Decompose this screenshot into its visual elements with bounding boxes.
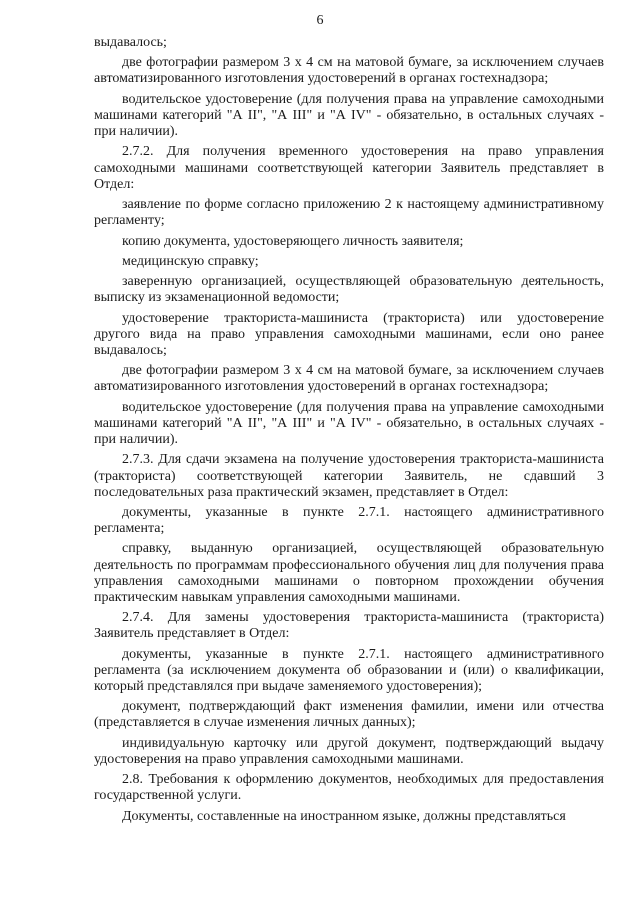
paragraph: документ, подтверждающий факт изменения фамилии, имени или отчества (представляется в случае изменения личных данных);	[94, 699, 604, 731]
paragraph: две фотографии размером 3 х 4 см на матовой бумаге, за исключением случаев автоматизированного изготовления удостоверений в органах гостехнадзора;	[94, 363, 604, 395]
paragraph: водительское удостоверение (для получения права на управление самоходными машинами категорий "А II", "А III" и "А IV" - обязательно, в остальных случаях - при наличии).	[94, 91, 604, 140]
paragraph: документы, указанные в пункте 2.7.1. настоящего административного регламента (за исключением документа об образовании и (или) о квалификации, который представлялся при выдаче заменяемого удостоверения);	[94, 646, 604, 694]
paragraph: медицинскую справку;	[122, 253, 259, 269]
document-body	[94, 35, 604, 829]
section-paragraph-2-7-2: 2.7.2. Для получения временного удостоверения на право управления самоходными машинами соответствующей категории Заявитель представляет в Отдел:	[94, 144, 604, 192]
paragraph: заявление по форме согласно приложению 2 к настоящему административному регламенту;	[94, 197, 604, 229]
page-number: 6	[316, 13, 324, 28]
paragraph: заверенную организацией, осуществляющей образовательную деятельность, выписку из экзаменационной ведомости;	[94, 274, 604, 306]
paragraph: справку, выданную организацией, осуществляющей образовательную деятельность по программам профессионального обучения лиц для получения права управления самоходными машинами о повторном прохождении обучения практическим навыкам управления самоходными машинами.	[94, 541, 604, 605]
section-paragraph-2-7-3: 2.7.3. Для сдачи экзамена на получение удостоверения тракториста-машиниста (тракториста) соответствующей категории Заявитель, не сдавший 3 последовательных раза практический экзамен, представляет в Отдел:	[94, 452, 604, 500]
section-paragraph-2-8: 2.8. Требования к оформлению документов, необходимых для предоставления государственной услуги.	[94, 772, 604, 804]
paragraph: две фотографии размером 3 х 4 см на матовой бумаге, за исключением случаев автоматизированного изготовления удостоверений в органах гостехнадзора;	[94, 55, 604, 87]
paragraph: удостоверение тракториста-машиниста (тракториста) или удостоверение другого вида на право управления самоходными машинами, если оно ранее выдавалось;	[94, 310, 604, 358]
paragraph: индивидуальную карточку или другой документ, подтверждающий выдачу удостоверения на право управления самоходными машинами.	[94, 735, 604, 767]
paragraph: копию документа, удостоверяющего личность заявителя;	[122, 233, 464, 249]
section-paragraph-2-7-4: 2.7.4. Для замены удостоверения тракториста-машиниста (тракториста) Заявитель представляет в Отдел:	[94, 610, 604, 642]
paragraph: водительское удостоверение (для получения права на управление самоходными машинами категорий "А II", "А III" и "А IV" - обязательно, в остальных случаях - при наличии).	[94, 399, 604, 448]
paragraph: Документы, составленные на иностранном языке, должны представляться	[122, 808, 566, 824]
paragraph: выдавалось;	[94, 35, 167, 50]
paragraph: документы, указанные в пункте 2.7.1. настоящего административного регламента;	[94, 505, 604, 537]
